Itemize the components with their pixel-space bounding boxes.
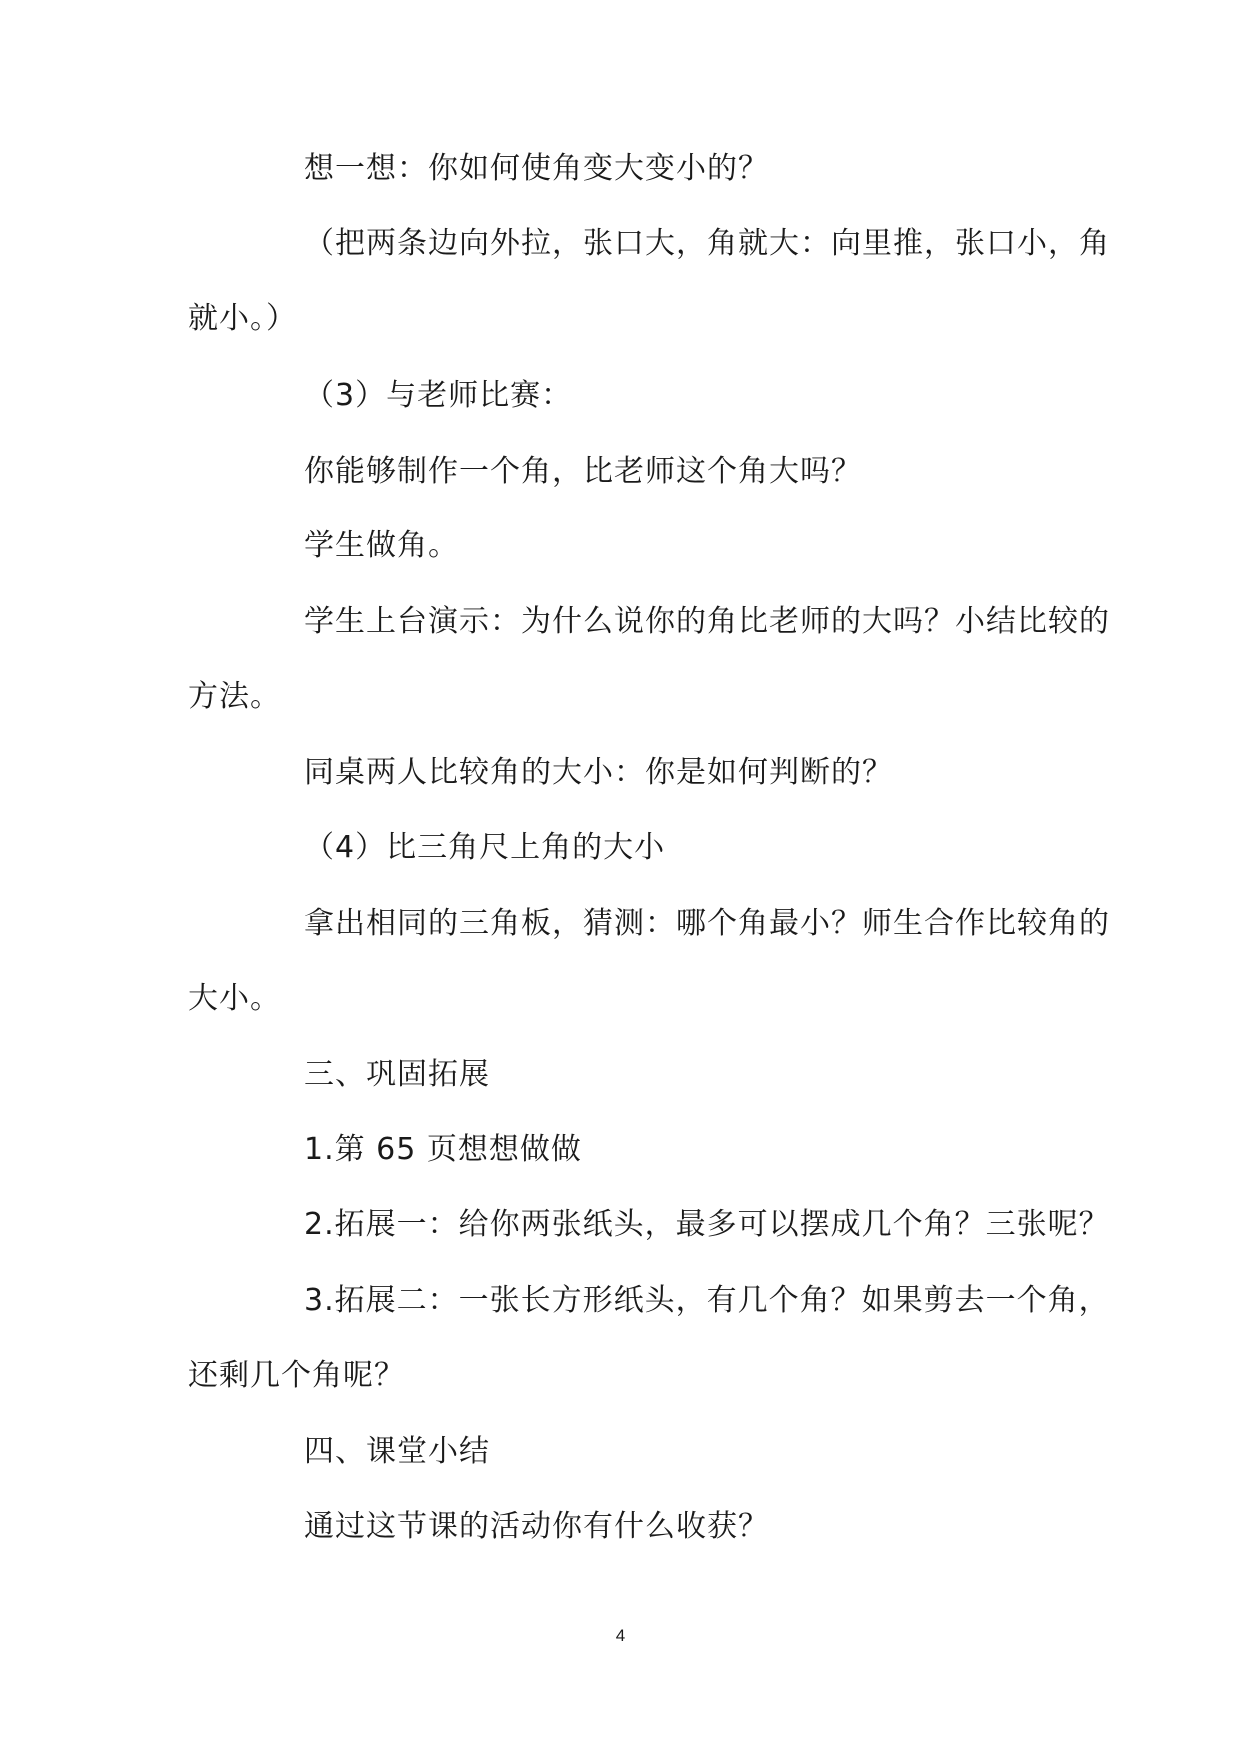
text-line: 你能够制作一个角，比老师这个角大吗？ [304,454,862,489]
text-line: 1.第 65 页想想做做 [304,1132,582,1167]
text-line: （3）与老师比赛： [304,378,573,413]
text-line: 2.拓展一：给你两张纸头，最多可以摆成几个角？三张呢？ [304,1207,1110,1242]
text-line: 还剩几个角呢？ [188,1358,405,1393]
text-line: 大小。 [188,981,281,1016]
text-line: （4）比三角尺上角的大小 [304,830,666,865]
text-line: 学生上台演示：为什么说你的角比老师的大吗？小结比较的 [304,604,1110,639]
text-line: 就小。） [188,301,297,336]
text-line: 学生做角。 [304,528,459,563]
text-line: 通过这节课的活动你有什么收获？ [304,1509,769,1544]
page-number: 4 [615,1626,626,1645]
text-line: 同桌两人比较角的大小：你是如何判断的？ [304,755,893,790]
text-line: 想一想：你如何使角变大变小的？ [304,151,769,186]
section-heading: 四、课堂小结 [304,1434,490,1469]
text-line: 方法。 [188,679,281,714]
text-line: 拿出相同的三角板，猜测：哪个角最小？师生合作比较角的 [304,906,1110,941]
section-heading: 三、巩固拓展 [304,1057,490,1092]
text-line: 3.拓展二：一张长方形纸头，有几个角？如果剪去一个角， [304,1283,1110,1318]
text-line: （把两条边向外拉，张口大，角就大：向里推，张口小，角 [304,226,1110,261]
